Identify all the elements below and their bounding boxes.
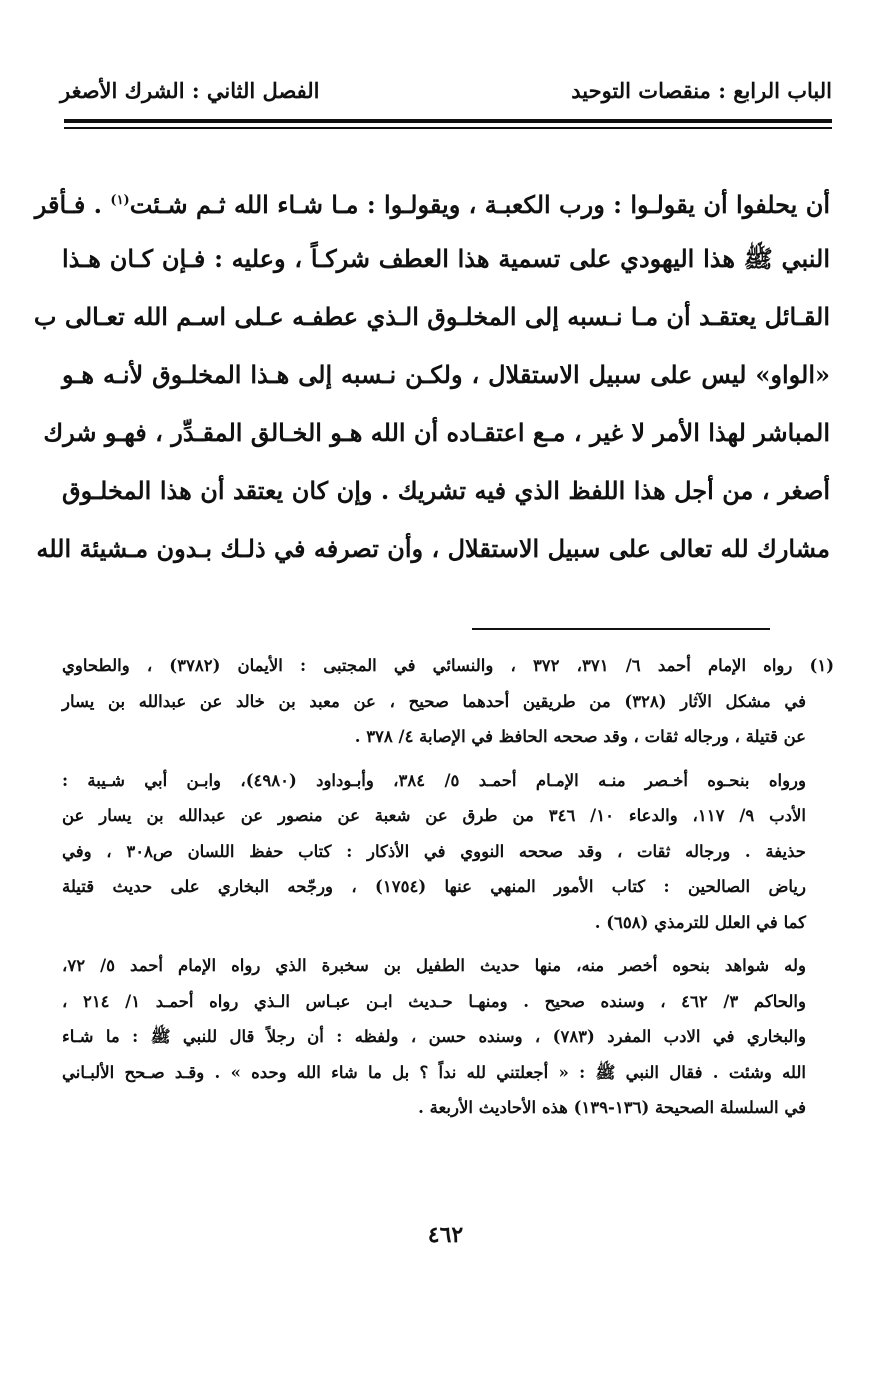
footnote-separator bbox=[472, 628, 770, 630]
footnote-2-line-4: رياض الصالحين : كتاب الأمور المنهي عنها (١٧٥٤) ، ورجّحه البخاري على حديث قتيلة bbox=[62, 877, 806, 896]
footnote-3-line-4: الله وشئت . فقال النبي ﷺ : « أجعلتني لله نداً ؟ بل ما شاء الله وحده » . وقـد صـحح الألبـاني bbox=[62, 1062, 806, 1082]
footnote-2-line-2: الأدب ٩/ ١١٧، والدعاء ١٠/ ٣٤٦ من طرق عن شعبة عن منصور عن عبدالله بن يسار عن bbox=[62, 806, 807, 825]
header-rule-thin bbox=[64, 127, 832, 129]
footnote-3-line-2: والحاكم ٣/ ٤٦٢ ، وسنده صحيح . ومنهـا حـديث ابـن عبـاس الـذي رواه أحمـد ١/ ٢١٤ ، bbox=[62, 991, 806, 1011]
footnote-marker[interactable]: (١) bbox=[110, 193, 130, 208]
footnote-gap bbox=[62, 755, 834, 763]
footnote-3-line-3: والبخاري في الادب المفرد (٧٨٣) ، وسنده حسن ، ولفظه : أن رجلاً قال للنبي ﷺ : ما شـاء bbox=[62, 1027, 806, 1046]
footnote-3-line-1: وله شواهد بنحوه أخصر منه، منها حديث الطفيل بن سخبرة الذي رواه الإمام أحمد ٥/ ٧٢، bbox=[62, 956, 806, 975]
footnote-gap bbox=[62, 940, 834, 948]
main-text bbox=[33, 172, 830, 578]
footnote-2-line-1: ورواه بنحـوه أخـصر منـه الإمـام أحمـد ٥/ ٣٨٤، وأبـوداود (٤٩٨٠)، وابـن أبي شـيبة : bbox=[62, 770, 806, 790]
body-line-6: أصغر ، من أجل هذا اللفظ الذي فيه تشريك . وإن كان يعتقد أن هذا المخلـوق bbox=[62, 476, 830, 505]
running-header bbox=[60, 70, 832, 110]
footnotes bbox=[62, 648, 834, 1126]
section-title: الفصل الثاني : الشرك الأصغر bbox=[60, 78, 320, 103]
footnote-2-line-5: كما في العلل للترمذي (٦٥٨) . bbox=[594, 912, 806, 932]
footnote-1-line-2: في مشكل الآثار (٣٢٨) من طريقين أحدهما صحيح ، عن معبد بن خالد عن عبدالله بن يسار bbox=[62, 691, 806, 711]
body-line-3: القـائل يعتقـد أن مـا نـسبه إلى المخلـوق الـذي عطفـه عـلى اسـم الله تعـالى ب bbox=[33, 302, 830, 331]
footnote-3-line-5: في السلسلة الصحيحة (١٣٦-١٣٩) هذه الأحاديث الأربعة . bbox=[418, 1098, 806, 1117]
header-rule-thick bbox=[64, 119, 832, 123]
chapter-title: الباب الرابع : منقصات التوحيد bbox=[571, 78, 832, 103]
footnote-1-line-3: عن قتيلة ، ورجاله ثقات ، وقد صححه الحافظ في الإصابة ٤/ ٣٧٨ . bbox=[354, 727, 806, 746]
page-number: ٤٦٢ bbox=[427, 1222, 464, 1248]
body-line-7: مشارك لله تعالى على سبيل الاستقلال ، وأن تصرفه في ذلـك بـدون مـشيئة الله bbox=[36, 534, 830, 563]
body-line-1: أن يحلفوا أن يقولـوا : ورب الكعبـة ، ويقولـوا : مـا شـاء الله ثـم شـئت$^{(١)}$ . فـأقر bbox=[34, 190, 830, 219]
body-line-5: المباشر لهذا الأمر لا غير ، مـع اعتقـاده أن الله هـو الخـالق المقـدِّر ، فهـو شرك bbox=[43, 418, 830, 447]
footnote-2-line-3: حذيفة . ورجاله ثقات ، وقد صححه النووي في الأذكار : كتاب حفظ اللسان ص٣٠٨ ، وفي bbox=[62, 841, 806, 861]
body-line-2: النبي ﷺ هذا اليهودي على تسمية هذا العطف شركـاً ، وعليه : فـإن كـان هـذا bbox=[62, 244, 830, 273]
footnote-1-line-1: (١) رواه الإمام أحمد ٦/ ٣٧١، ٣٧٢ ، والنسائي في المجتبى : الأيمان (٣٧٨٢) ، والطحاوي bbox=[62, 656, 834, 675]
body-line-4: «الواو» ليس على سبيل الاستقلال ، ولكـن نـسبه إلى هـذا المخلـوق لأنـه هـو bbox=[62, 360, 830, 389]
